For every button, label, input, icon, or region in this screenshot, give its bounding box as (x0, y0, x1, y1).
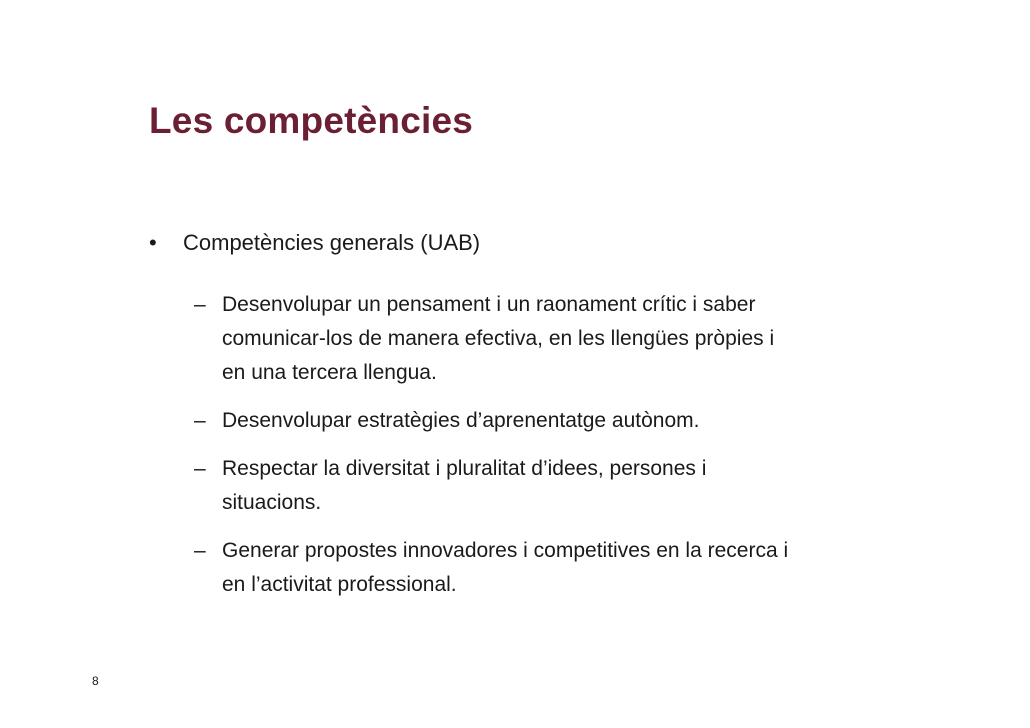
sub-bullet-line: Respectar la diversitat i pluralitat d’idees, persones i (222, 457, 707, 480)
bullet-icon: • (149, 230, 157, 255)
sub-bullet-list (194, 288, 914, 616)
sub-bullet-item (194, 534, 914, 602)
dash-icon: – (194, 409, 206, 432)
sub-bullet-line: comunicar-los de manera efectiva, en les llengües pròpies i (222, 327, 775, 350)
dash-icon: – (194, 539, 206, 562)
sub-bullet-item (194, 452, 914, 520)
sub-bullet-item (194, 288, 914, 390)
page-number: 8 (92, 674, 99, 688)
bullet-item-general-competences (149, 228, 480, 258)
sub-bullet-item (194, 404, 914, 438)
sub-bullet-line: situacions. (222, 491, 322, 514)
slide-title: Les competències (149, 100, 474, 141)
sub-bullet-line: Desenvolupar estratègies d’aprenentatge autònom. (222, 409, 700, 432)
sub-bullet-line: Generar propostes innovadores i competitives en la recerca i (222, 539, 789, 562)
bullet-text: Competències generals (UAB) (183, 230, 481, 255)
dash-icon: – (194, 293, 206, 316)
sub-bullet-line: en l’activitat professional. (222, 573, 457, 596)
sub-bullet-line: en una tercera llengua. (222, 361, 437, 384)
sub-bullet-line: Desenvolupar un pensament i un raonament crític i saber (222, 293, 756, 316)
dash-icon: – (194, 457, 206, 480)
